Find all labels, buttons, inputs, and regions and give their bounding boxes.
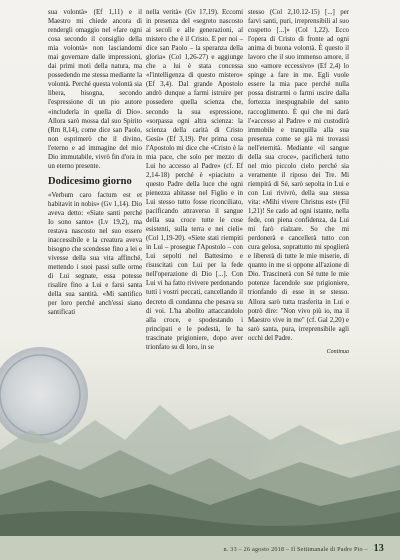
footer-text xyxy=(224,543,385,554)
footer-band xyxy=(0,536,400,560)
continua-label: Continua xyxy=(326,348,349,355)
page-number: 13 xyxy=(373,543,384,554)
text-column-2 xyxy=(146,8,243,352)
paragraph: stesso (Col 2,10.12-15) [...] per farvi santi, puri, irreprensibili al suo cospetto [...]» (Col 1,22). Ecco l'opera di Cristo di fronte ad ogni anima di buona volontà. È questo il lavoro che il suo immenso amore, il suo «amore eccessivo» (Ef 2,4) lo spinge a fare in me. Egli vuole essere la mia pace perché nulla possa distrarmi o farmi uscire dalla fortezza inespugnabile del santo raccoglimento. È qui che mi darà l'«accesso al Padre» e mi custodirà immobile e tranquilla alla sua presenza come se già mi trovassi nell'eternità. Mediante «il sangue della sua croce», pacificherà tutto nel mio piccolo cielo perché sia veramente il riposo dei Tre. Mi riempirà di Sé, sarò sepolta in Lui e con Lui rivivrò, della sua stessa vita: «Mihi vivere Christus est» (Fil 1,21)! Se cado ad ogni istante, nella fede, con piena confidenza, da Lui mi farò rialzare. So che mi perdonerà e cancellerà tutto con cura gelosa, soprattutto mi spoglierà e libererà di tutte le mie miserie, di quanto in me si oppone all'azione di Dio. Trascinerà con Sé tutte le mie potenze facendole sue prigioniere, trionfando di esse in se stesso. Allora sarò tutta trasferita in Lui e potrò dire: "Non vivo più io, ma il Maestro vive in me" (cf. Gal 2,20) e sarò santa, pura, irreprensibile agli occhi del Padre. xyxy=(248,9,349,342)
footer-issue: n. 33 – 26 agosto 2018 – Il Settimanale di Padre Pio – xyxy=(223,546,368,553)
text-column-1 xyxy=(48,8,142,318)
text-column-3 xyxy=(248,8,349,357)
paragraph: sua volontà» (Ef 1,11) e il Maestro mi chiede ancora di rendergli omaggio nel «fare ogni cosa secondo il consiglio della mia volontà» non lasciandomi mai governare dalle impressioni, dai primi moti della natura, ma possedendo me stessa mediante la volontà. Perché questa volontà sia libera, bisogna, secondo l'espressione di un pio autore «includerla in quella di Dio». Allora sarò mossa dal suo Spirito (Rm 8,14), come dice san Paolo, non esprimerò che il divino, l'eterno e ad immagine del mio Dio immutabile, vivrò fin d'ora in un eterno presente. xyxy=(48,9,142,170)
section-heading: Dodicesimo giorno xyxy=(48,175,132,187)
paragraph: nella verità» (Gv 17,19). Eccomi in presenza del «segreto nascosto ai secoli e alle generazioni, al mistero che è il Cristo. E per noi – dice san Paolo – la speranza della gloria» (Col 1,26-27) e aggiunge che a lui è stata concessa «l'intelligenza di questo mistero» (Ef 3,4). Dal grande Apostolo andrò dunque a farmi istruire per possedere quella scienza che, secondo la sua espressione, «sorpassa ogni altra scienza: la scienza della carità di Cristo Gesù» (Ef 3,19). Per prima cosa l'Apostolo mi dice che «Cristo è la mia pace, che solo per mezzo di Lui ho accesso al Padre» (cf. Ef 2,14-18) perché è «piaciuto a questo Padre della luce che ogni pienezza abitasse nel Figlio e in Lui stesso tutto fosse riconciliato, pacificando attraverso il sangue della sua croce tutte le cose esistenti, sulla terra e nei cieli» (Col 1,19-20). «Siete stati riempiti in Lui – prosegue l'Apostolo – con Lui sepolti nel Battesimo e risuscitati con Lui per la fede nell'operazione di Dio [...]. Con Lui vi ha fatto rivivere perdonando tutti i vostri peccati, cancellando il decreto di condanna che pesava su di voi. L'ha abolito attaccandolo alla croce, e spodestando i principati e le podestà, le ha trascinate prigioniere, dopo aver trionfato su di loro, in se xyxy=(146,9,243,351)
paragraph: «Verbum caro factum est et habitavit in nobis» (Gv 1,14). Dio aveva detto: «Siate santi perché Io sono santo» (Lv 19,2), ma restava nascosto nel suo essere inaccessibile e la creatura aveva bisogno che scendesse fino a lei e vivesse della sua vita affinché, mettendo i suoi passi sulle orme di Lui segnate, essa potesse risalire fino a Lui e farsi santa della sua santità. «Mi santifico per loro perché anch'essi siano santificati xyxy=(48,191,142,317)
